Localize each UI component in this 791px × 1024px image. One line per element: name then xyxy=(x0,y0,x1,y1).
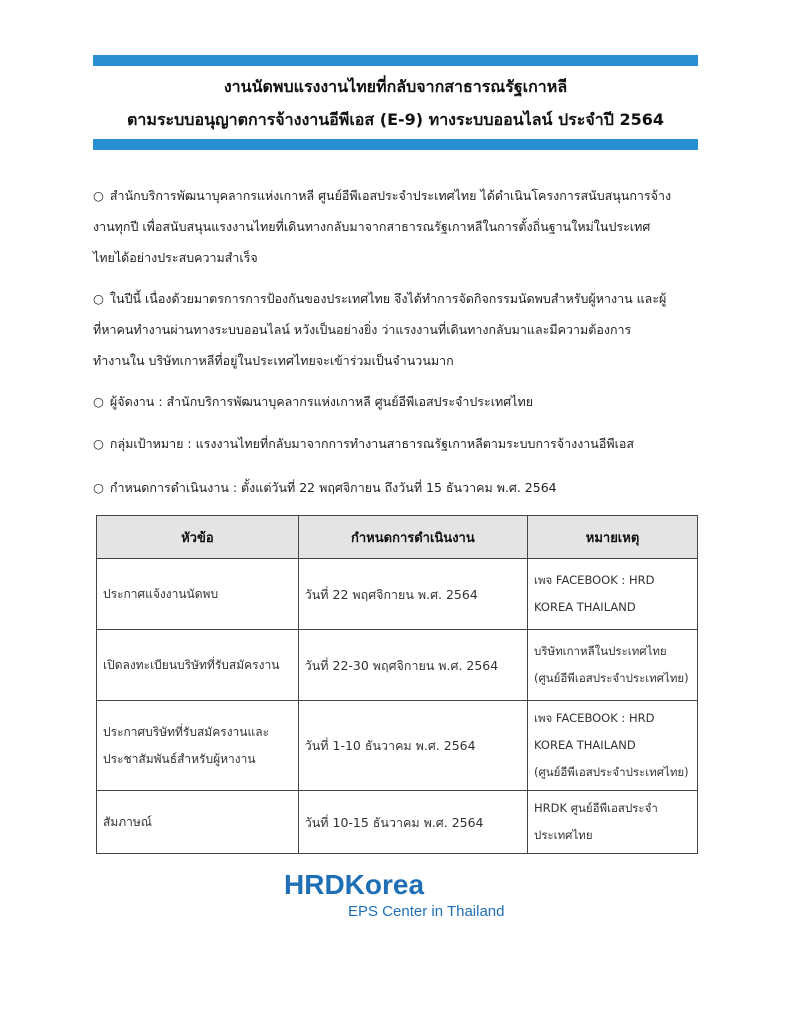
schedule-line xyxy=(93,472,703,503)
intro-line-2: งานทุกปี เพื่อสนับสนุนแรงงานไทยที่เดินทางกลับมาจากสาธารณรัฐเกาหลีในการตั้งถิ่นฐานใหม่ในประเทศ xyxy=(93,219,651,234)
table-header-row xyxy=(97,516,698,559)
cell-topic: สัมภาษณ์ xyxy=(97,791,299,854)
cell-note: เพจ FACEBOOK : HRD KOREA THAILAND (ศูนย์อีพีเอสประจำประเทศไทย) xyxy=(528,701,698,791)
hrd-korea-logo xyxy=(282,870,522,922)
cell-note: บริษัทเกาหลีในประเทศไทย (ศูนย์อีพีเอสประจำประเทศไทย) xyxy=(528,630,698,701)
logo-subtitle: EPS Center in Thailand xyxy=(348,903,505,920)
page-title-line1: งานนัดพบแรงงานไทยที่กลับจากสาธารณรัฐเกาหลี xyxy=(223,77,568,96)
cell-note: HRDK ศูนย์อีพีเอสประจำ ประเทศไทย xyxy=(528,791,698,854)
table-row xyxy=(97,791,698,854)
bullet-circle-icon: ○ xyxy=(93,436,104,451)
top-blue-bar xyxy=(93,55,698,66)
cell-topic: ประกาศแจ้งงานนัดพบ xyxy=(97,559,299,630)
cell-date: วันที่ 10-15 ธันวาคม พ.ศ. 2564 xyxy=(298,791,527,854)
covid-line-3: ทำงานใน บริษัทเกาหลีที่อยู่ในประเทศไทยจะเข้าร่วมเป็นจำนวนมาก xyxy=(93,353,454,368)
organizer-line xyxy=(93,386,703,417)
schedule-table xyxy=(96,515,698,854)
bottom-blue-bar xyxy=(93,139,698,150)
table-row xyxy=(97,630,698,701)
table-row xyxy=(97,701,698,791)
header-topic: หัวข้อ xyxy=(97,516,299,559)
intro-line-3: ไทยได้อย่างประสบความสำเร็จ xyxy=(93,250,258,265)
cell-topic: เปิดลงทะเบียนบริษัทที่รับสมัครงาน xyxy=(97,630,299,701)
header-note: หมายเหตุ xyxy=(528,516,698,559)
intro-line-1: สำนักบริการพัฒนาบุคลากรแห่งเกาหลี ศูนย์อีพีเอสประจำประเทศไทย ได้ดำเนินโครงการสนับสนุนการจ้าง xyxy=(109,188,672,203)
page-title-line2: ตามระบบอนุญาตการจ้างงานอีพีเอส (E-9) ทางระบบออนไลน์ ประจำปี 2564 xyxy=(127,110,664,129)
logo-brand: HRDKorea xyxy=(284,870,425,900)
cell-date: วันที่ 1-10 ธันวาคม พ.ศ. 2564 xyxy=(298,701,527,791)
schedule-text: กำหนดการดำเนินงาน : ตั้งแต่วันที่ 22 พฤศจิกายน ถึงวันที่ 15 ธันวาคม พ.ศ. 2564 xyxy=(109,480,557,495)
intro-paragraph xyxy=(93,180,703,273)
organizer-text: ผู้จัดงาน : สำนักบริการพัฒนาบุคลากรแห่งเกาหลี ศูนย์อีพีเอสประจำประเทศไทย xyxy=(109,394,534,409)
target-line xyxy=(93,428,703,459)
cell-date: วันที่ 22-30 พฤศจิกายน พ.ศ. 2564 xyxy=(298,630,527,701)
bullet-circle-icon: ○ xyxy=(93,480,104,495)
cell-note: เพจ FACEBOOK : HRD KOREA THAILAND xyxy=(528,559,698,630)
target-text: กลุ่มเป้าหมาย : แรงงานไทยที่กลับมาจากการทำงานสาธารณรัฐเกาหลีตามระบบการจ้างงานอีพีเอส xyxy=(109,436,635,451)
bullet-circle-icon: ○ xyxy=(93,188,104,203)
header-schedule: กำหนดการดำเนินงาน xyxy=(298,516,527,559)
covid-line-1: ในปีนี้ เนื่องด้วยมาตรการการป้องกันของประเทศไทย จึงได้ทำการจัดกิจกรรมนัดพบสำหรับผู้หางาน และผู้ xyxy=(109,291,667,306)
covid-paragraph xyxy=(93,283,703,376)
cell-topic: ประกาศบริษัทที่รับสมัครงานและ ประชาสัมพันธ์สำหรับผู้หางาน xyxy=(97,701,299,791)
bullet-circle-icon: ○ xyxy=(93,394,104,409)
cell-date: วันที่ 22 พฤศจิกายน พ.ศ. 2564 xyxy=(298,559,527,630)
covid-line-2: ที่หาคนทำงานผ่านทางระบบออนไลน์ หวังเป็นอย่างยิ่ง ว่าแรงงานที่เดินทางกลับมาและมีความต้องการ xyxy=(93,322,632,337)
bullet-circle-icon: ○ xyxy=(93,291,104,306)
table-row xyxy=(97,559,698,630)
